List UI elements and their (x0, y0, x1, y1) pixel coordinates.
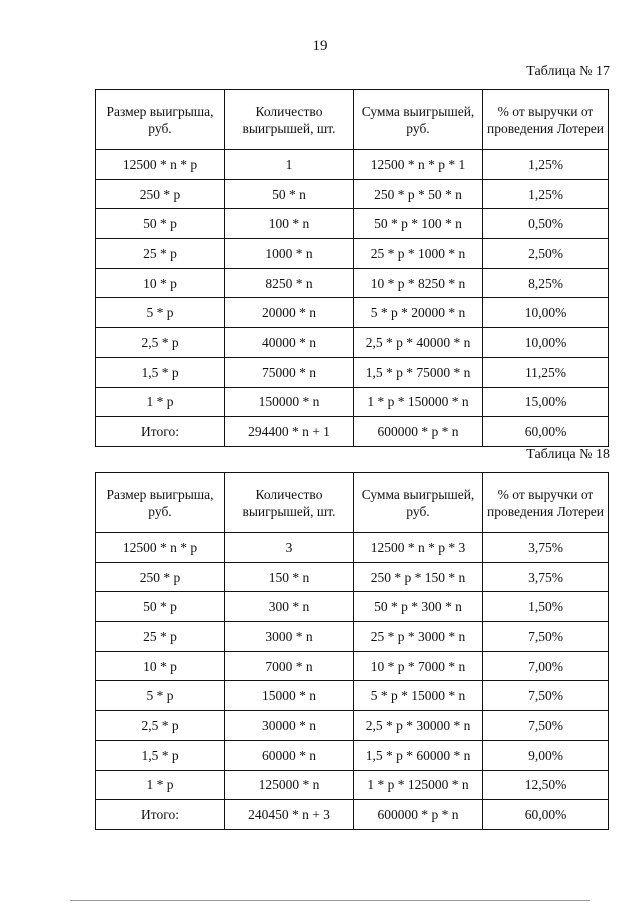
table-row (96, 179, 609, 209)
cell-prize-count: 30000 * n (225, 711, 354, 741)
cell-prize-count: 300 * n (225, 592, 354, 622)
cell-prize-sum: 12500 * n * p * 1 (354, 150, 483, 180)
table-row (96, 740, 609, 770)
cell-prize-count: 20000 * n (225, 298, 354, 328)
cell-revenue-percent: 1,25% (483, 179, 609, 209)
cell-prize-sum: 250 * p * 50 * n (354, 179, 483, 209)
cell-revenue-percent: 1,25% (483, 150, 609, 180)
table-row (96, 651, 609, 681)
cell-prize-count: 150000 * n (225, 387, 354, 417)
cell-prize-sum: 25 * p * 3000 * n (354, 622, 483, 652)
cell-prize-count: 150 * n (225, 562, 354, 592)
cell-prize-size: 25 * p (96, 239, 225, 269)
table-row (96, 533, 609, 563)
cell-prize-count: 40000 * n (225, 328, 354, 358)
cell-prize-size: Итого: (96, 417, 225, 447)
cell-prize-sum: 1 * p * 125000 * n (354, 770, 483, 800)
cell-prize-size: 10 * p (96, 651, 225, 681)
table-row (96, 387, 609, 417)
table-row (96, 328, 609, 358)
table-row (96, 711, 609, 741)
table-row (96, 417, 609, 447)
cell-prize-count: 3000 * n (225, 622, 354, 652)
cell-revenue-percent: 15,00% (483, 387, 609, 417)
cell-prize-count: 15000 * n (225, 681, 354, 711)
cell-prize-count: 60000 * n (225, 740, 354, 770)
table-row (96, 562, 609, 592)
cell-prize-count: 294400 * n + 1 (225, 417, 354, 447)
cell-revenue-percent: 1,50% (483, 592, 609, 622)
cell-revenue-percent: 7,50% (483, 711, 609, 741)
cell-prize-count: 7000 * n (225, 651, 354, 681)
header-prize-count: Количество выигрышей, шт. (225, 473, 354, 533)
cell-revenue-percent: 9,00% (483, 740, 609, 770)
table-row (96, 239, 609, 269)
header-prize-sum: Сумма выигрышей, руб. (354, 90, 483, 150)
cell-prize-size: 25 * p (96, 622, 225, 652)
cell-prize-size: 1 * p (96, 387, 225, 417)
table-row (96, 298, 609, 328)
table-header-row (96, 90, 609, 150)
header-revenue-percent: % от выручки от проведения Лотереи (483, 90, 609, 150)
cell-prize-size: 250 * p (96, 562, 225, 592)
cell-prize-sum: 25 * p * 1000 * n (354, 239, 483, 269)
cell-prize-sum: 2,5 * p * 30000 * n (354, 711, 483, 741)
header-prize-count: Количество выигрышей, шт. (225, 90, 354, 150)
table-17-caption: Таблица № 17 (526, 64, 610, 79)
cell-revenue-percent: 11,25% (483, 357, 609, 387)
cell-prize-sum: 1 * p * 150000 * n (354, 387, 483, 417)
prize-table-18 (95, 472, 609, 830)
prize-table-17 (95, 89, 609, 447)
cell-prize-sum: 600000 * p * n (354, 417, 483, 447)
cell-prize-sum: 2,5 * p * 40000 * n (354, 328, 483, 358)
cell-prize-sum: 12500 * n * p * 3 (354, 533, 483, 563)
table-row (96, 622, 609, 652)
cell-prize-count: 240450 * n + 3 (225, 800, 354, 830)
cell-prize-size: 50 * p (96, 592, 225, 622)
cell-prize-sum: 10 * p * 8250 * n (354, 268, 483, 298)
cell-prize-size: 1,5 * p (96, 740, 225, 770)
cell-prize-size: 2,5 * p (96, 328, 225, 358)
cell-revenue-percent: 10,00% (483, 298, 609, 328)
cell-prize-sum: 250 * p * 150 * n (354, 562, 483, 592)
cell-prize-size: 10 * p (96, 268, 225, 298)
cell-revenue-percent: 60,00% (483, 800, 609, 830)
cell-revenue-percent: 8,25% (483, 268, 609, 298)
cell-prize-count: 1000 * n (225, 239, 354, 269)
header-revenue-percent: % от выручки от проведения Лотереи (483, 473, 609, 533)
header-prize-size: Размер выигрыша, руб. (96, 473, 225, 533)
cell-prize-size: 5 * p (96, 298, 225, 328)
header-prize-sum: Сумма выигрышей, руб. (354, 473, 483, 533)
cell-revenue-percent: 7,50% (483, 622, 609, 652)
table-row (96, 150, 609, 180)
table-row (96, 592, 609, 622)
cell-prize-sum: 5 * p * 20000 * n (354, 298, 483, 328)
cell-prize-sum: 50 * p * 300 * n (354, 592, 483, 622)
page-bottom-rule (70, 900, 590, 901)
cell-revenue-percent: 7,00% (483, 651, 609, 681)
cell-revenue-percent: 3,75% (483, 533, 609, 563)
cell-prize-count: 125000 * n (225, 770, 354, 800)
cell-revenue-percent: 3,75% (483, 562, 609, 592)
cell-prize-size: 1 * p (96, 770, 225, 800)
header-prize-size: Размер выигрыша, руб. (96, 90, 225, 150)
cell-prize-size: 12500 * n * p (96, 533, 225, 563)
cell-prize-size: 2,5 * p (96, 711, 225, 741)
cell-revenue-percent: 7,50% (483, 681, 609, 711)
table-row (96, 770, 609, 800)
table-18-caption: Таблица № 18 (526, 447, 610, 462)
cell-revenue-percent: 2,50% (483, 239, 609, 269)
table-row (96, 357, 609, 387)
cell-prize-sum: 5 * p * 15000 * n (354, 681, 483, 711)
cell-prize-count: 50 * n (225, 179, 354, 209)
cell-prize-count: 8250 * n (225, 268, 354, 298)
table-header-row (96, 473, 609, 533)
table-row (96, 800, 609, 830)
cell-revenue-percent: 0,50% (483, 209, 609, 239)
cell-prize-sum: 1,5 * p * 75000 * n (354, 357, 483, 387)
cell-prize-size: 12500 * n * p (96, 150, 225, 180)
cell-prize-size: 1,5 * p (96, 357, 225, 387)
cell-prize-size: 50 * p (96, 209, 225, 239)
cell-prize-sum: 600000 * p * n (354, 800, 483, 830)
cell-prize-count: 75000 * n (225, 357, 354, 387)
table-row (96, 209, 609, 239)
cell-prize-count: 3 (225, 533, 354, 563)
table-body (96, 150, 609, 447)
table-row (96, 268, 609, 298)
cell-revenue-percent: 10,00% (483, 328, 609, 358)
cell-prize-sum: 10 * p * 7000 * n (354, 651, 483, 681)
table-row (96, 681, 609, 711)
cell-prize-size: 250 * p (96, 179, 225, 209)
cell-prize-count: 1 (225, 150, 354, 180)
cell-prize-count: 100 * n (225, 209, 354, 239)
cell-prize-size: Итого: (96, 800, 225, 830)
cell-revenue-percent: 60,00% (483, 417, 609, 447)
cell-revenue-percent: 12,50% (483, 770, 609, 800)
cell-prize-sum: 1,5 * p * 60000 * n (354, 740, 483, 770)
cell-prize-size: 5 * p (96, 681, 225, 711)
cell-prize-sum: 50 * p * 100 * n (354, 209, 483, 239)
page-number: 19 (312, 38, 328, 54)
table-body (96, 533, 609, 830)
